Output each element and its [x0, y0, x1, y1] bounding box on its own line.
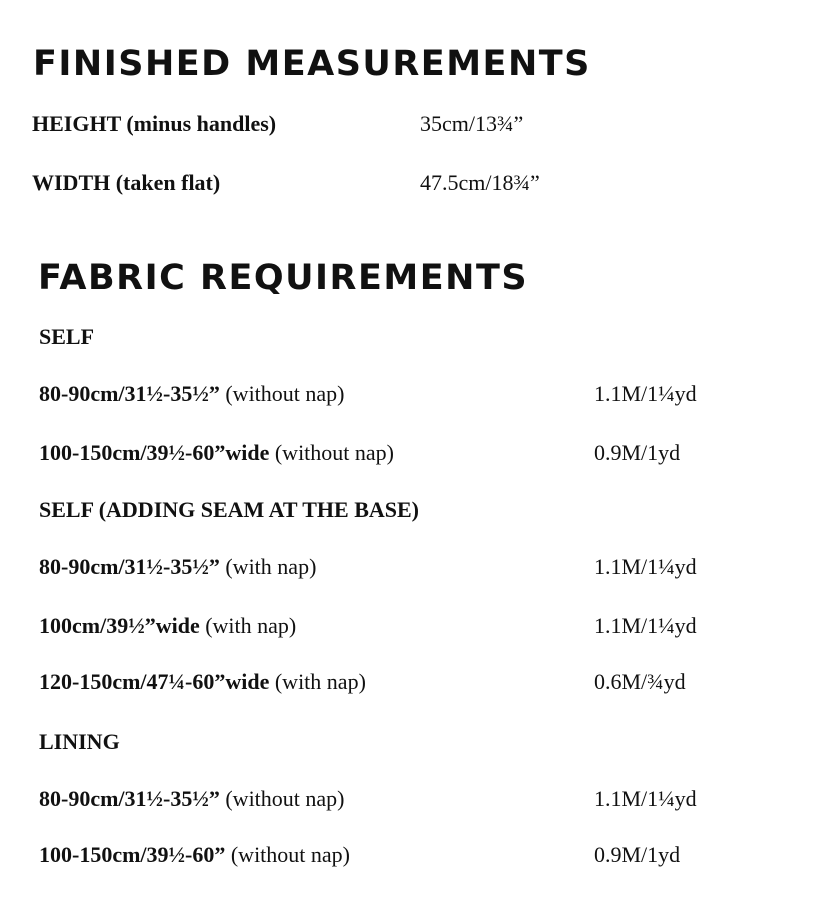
measurement-value: 47.5cm/18¾”	[420, 170, 540, 195]
measurement-row-width	[0, 168, 830, 198]
measurement-label	[32, 168, 220, 198]
fabric-label-rest: (without nap)	[269, 440, 395, 465]
fabric-label-rest: (without nap)	[219, 381, 345, 406]
fabric-label-bold: 100cm/39½”wide	[39, 613, 200, 638]
fabric-row	[0, 611, 830, 641]
fabric-label-bold: 80-90cm/31½-35½”	[39, 381, 220, 406]
fabric-label-bold: 100-150cm/39½-60”	[39, 842, 226, 867]
fabric-label-bold: 80-90cm/31½-35½”	[39, 554, 220, 579]
fabric-row	[0, 784, 830, 814]
fabric-row	[0, 840, 830, 870]
fabric-label	[39, 667, 366, 697]
fabric-row	[0, 438, 830, 468]
fabric-label	[39, 840, 350, 870]
fabric-row	[0, 667, 830, 697]
self-seam-heading: SELF (ADDING SEAM AT THE BASE)	[39, 497, 419, 522]
lining-heading: LINING	[39, 729, 120, 754]
fabric-label-bold: 120-150cm/47¼-60”wide	[39, 669, 270, 694]
fabric-label-bold: 80-90cm/31½-35½”	[39, 786, 220, 811]
fabric-label	[39, 438, 394, 468]
fabric-value: 1.1M/1¼yd	[594, 554, 697, 579]
measurement-value: 35cm/13¾”	[420, 111, 524, 136]
fabric-value: 0.9M/1yd	[594, 842, 681, 867]
self-heading: SELF	[39, 324, 95, 349]
measurement-label-bold: HEIGHT (minus handles)	[32, 111, 277, 136]
fabric-label-bold: 100-150cm/39½-60”wide	[39, 440, 270, 465]
finished-measurements-heading: FINISHED MEASUREMENTS	[33, 44, 591, 84]
fabric-value: 1.1M/1¼yd	[594, 786, 697, 811]
fabric-requirements-heading: FABRIC REQUIREMENTS	[38, 258, 529, 298]
fabric-label	[39, 379, 345, 409]
fabric-value: 1.1M/1¼yd	[594, 381, 697, 406]
fabric-value: 0.6M/¾yd	[594, 669, 686, 694]
fabric-row	[0, 379, 830, 409]
fabric-label-rest: (with nap)	[219, 554, 317, 579]
measurement-label	[32, 109, 276, 139]
fabric-row	[0, 552, 830, 582]
fabric-label	[39, 784, 345, 814]
measurement-row-height	[0, 109, 830, 139]
fabric-label	[39, 611, 296, 641]
fabric-label-rest: (without nap)	[225, 842, 351, 867]
fabric-value: 0.9M/1yd	[594, 440, 681, 465]
fabric-label-rest: (with nap)	[269, 669, 366, 694]
fabric-label	[39, 552, 316, 582]
measurement-label-bold: WIDTH (taken flat)	[32, 170, 221, 195]
fabric-label-rest: (with nap)	[199, 613, 297, 638]
fabric-label-rest: (without nap)	[219, 786, 345, 811]
fabric-value: 1.1M/1¼yd	[594, 613, 697, 638]
